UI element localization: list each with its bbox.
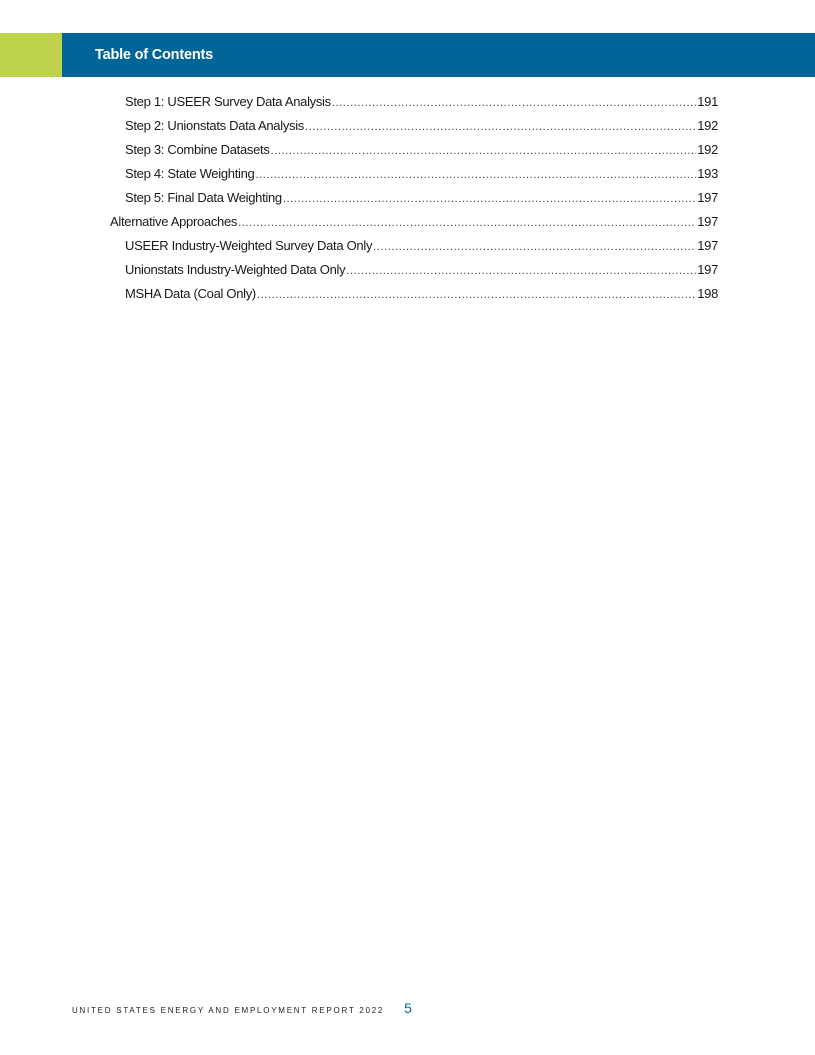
toc-entry-label: MSHA Data (Coal Only)	[125, 286, 256, 301]
toc-entry-alternative-approaches[interactable]	[110, 214, 718, 234]
toc-entry-label: Step 3: Combine Datasets	[125, 142, 270, 157]
toc-entry-label: Alternative Approaches	[110, 214, 238, 229]
footer-report-title: UNITED STATES ENERGY AND EMPLOYMENT REPORT 2022	[72, 1006, 385, 1015]
toc-entry-page: 198	[697, 286, 718, 301]
toc-entry-label: Step 1: USEER Survey Data Analysis	[125, 94, 331, 109]
toc-entry-page: 191	[697, 94, 718, 109]
toc-entry-page: 197	[697, 214, 718, 229]
toc-entry-msha[interactable]	[125, 286, 718, 306]
toc-dot-leader	[305, 121, 696, 133]
toc-entry-unionstats-weighted[interactable]	[125, 262, 718, 282]
toc-entry-page: 192	[697, 142, 718, 157]
toc-entry-step-4[interactable]	[125, 166, 718, 186]
toc-entry-page: 192	[697, 118, 718, 133]
page-title: Table of Contents	[95, 47, 213, 63]
toc-entry-label: Step 2: Unionstats Data Analysis	[125, 118, 305, 133]
toc-dot-leader	[257, 289, 696, 301]
toc-entry-step-2[interactable]	[125, 118, 718, 138]
footer-page-number: 5	[404, 1000, 412, 1016]
toc-entry-label: USEER Industry-Weighted Survey Data Only	[125, 238, 373, 253]
toc-entry-label: Unionstats Industry-Weighted Data Only	[125, 262, 346, 277]
toc-entry-step-5[interactable]	[125, 190, 718, 210]
toc-entry-page: 197	[697, 190, 718, 205]
toc-entry-label: Step 5: Final Data Weighting	[125, 190, 282, 205]
header-bar	[62, 33, 815, 77]
toc-dot-leader	[271, 145, 697, 157]
toc-entry-step-1[interactable]	[125, 94, 718, 114]
page-footer	[72, 1000, 412, 1016]
toc-dot-leader	[283, 193, 696, 205]
toc-dot-leader	[238, 217, 696, 229]
toc-dot-leader	[332, 97, 696, 109]
toc-entry-page: 193	[697, 166, 718, 181]
toc-entry-label: Step 4: State Weighting	[125, 166, 255, 181]
toc-dot-leader	[255, 169, 696, 181]
toc-dot-leader	[373, 241, 696, 253]
toc-entry-page: 197	[697, 262, 718, 277]
toc-entry-step-3[interactable]	[125, 142, 718, 162]
toc-entry-page: 197	[697, 238, 718, 253]
header-accent-block	[0, 33, 62, 77]
toc-dot-leader	[346, 265, 696, 277]
toc-entry-useer-weighted[interactable]	[125, 238, 718, 258]
